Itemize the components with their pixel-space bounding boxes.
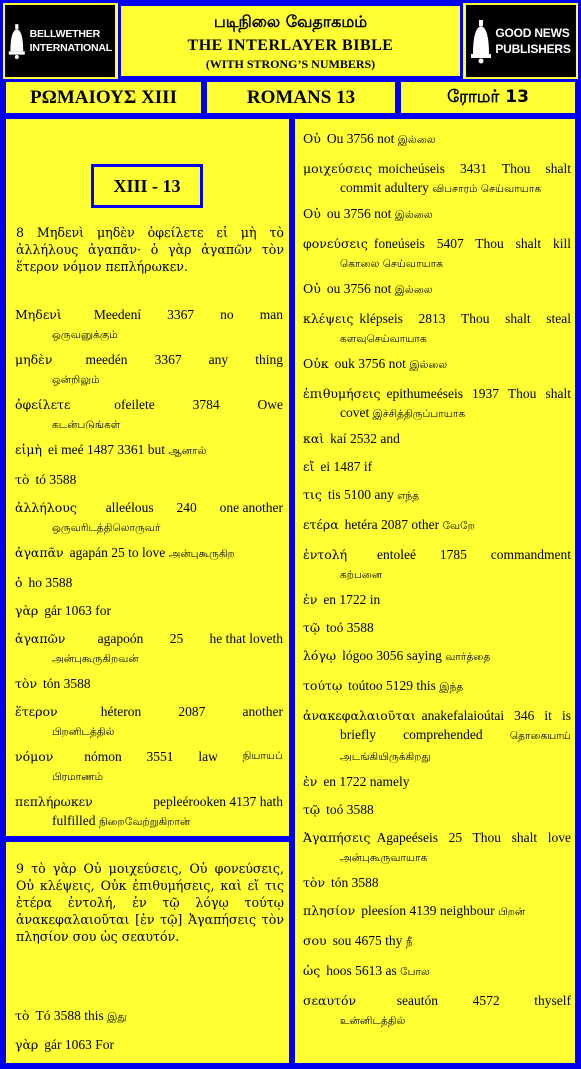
translit-strong-gloss: epithumeéseis 1937 Thou shalt covet xyxy=(340,386,571,420)
word-entry xyxy=(303,485,571,506)
greek-word: τούτῳ xyxy=(303,678,343,693)
tamil-gloss: வார்த்தை xyxy=(445,651,491,663)
translit-strong-gloss: thyself xyxy=(534,993,571,1008)
translit-strong-gloss: hoos 5613 as xyxy=(326,963,397,978)
tamil-gloss: கடன்படுங்கள் xyxy=(52,419,121,431)
translit-strong-gloss: alleélous xyxy=(105,500,154,515)
entry-line xyxy=(15,395,283,414)
greek-word: ἀλλήλους xyxy=(15,500,77,515)
greek-word: καὶ xyxy=(303,431,325,446)
greek-word: μηδὲν xyxy=(15,352,53,367)
entry-line xyxy=(15,350,283,369)
translit-strong-gloss: sou 4675 thy xyxy=(332,933,403,948)
entry-line xyxy=(15,601,283,620)
greek-word: Οὐ xyxy=(303,206,321,221)
translit-strong-gloss: 1785 xyxy=(439,547,467,562)
entry-body xyxy=(303,828,571,868)
translit-strong-gloss: Agapeéseis 25 Thou shalt love xyxy=(376,830,571,845)
translit-strong-gloss: tón 3588 xyxy=(331,875,379,890)
entry-line xyxy=(15,305,283,324)
word-entry xyxy=(15,543,283,564)
tamil-gloss: தொகையாய் அடங்கியிருக்கிறது xyxy=(340,730,572,763)
translit-strong-gloss: kaí 2532 and xyxy=(330,431,400,446)
translit-strong-gloss: meedén xyxy=(85,352,128,367)
right-word-list xyxy=(303,129,571,1036)
translit-strong-gloss: one another xyxy=(219,500,283,515)
translit-strong-gloss: anakefalaioútai 346 it is briefly comprehended xyxy=(340,708,571,742)
word-entry xyxy=(15,573,283,592)
translit-strong-gloss: gár 1063 for xyxy=(44,603,111,618)
entry-line xyxy=(15,498,283,517)
entry-line xyxy=(15,747,283,766)
entry-line xyxy=(303,457,571,476)
greek-word: Μηδενὶ xyxy=(15,307,62,322)
bell-icon xyxy=(471,18,491,64)
book-english-header: ROMANS 13 xyxy=(204,79,398,116)
greek-word: τῷ xyxy=(303,802,321,817)
tamil-gloss: இந்த xyxy=(439,681,464,693)
translit-strong-gloss: he that loveth xyxy=(209,631,283,646)
translit-strong-gloss: no xyxy=(220,307,234,322)
greek-word: πλησίον xyxy=(303,903,356,918)
translit-strong-gloss: toútoo 5129 this xyxy=(348,678,436,693)
word-entry xyxy=(15,395,283,435)
entry-body xyxy=(303,384,571,424)
tamil-gloss: கற்பனை xyxy=(340,569,383,581)
entry-line xyxy=(303,618,571,637)
entry-line xyxy=(15,470,283,489)
translit-strong-gloss: Ou 3756 not xyxy=(326,131,395,146)
translit-strong-gloss: 240 xyxy=(176,500,197,515)
translit-strong-gloss: ei 1487 if xyxy=(320,459,373,474)
translit-strong-gloss: Tó 3588 this xyxy=(35,1008,104,1023)
left-panel-verse-9 xyxy=(3,839,292,1066)
tamil-gloss: இல்லை xyxy=(394,284,433,296)
translit-strong-gloss: klépseis 2813 Thou shalt steal xyxy=(359,311,571,326)
translit-strong-gloss: 25 xyxy=(169,631,184,646)
entry-line xyxy=(303,676,571,697)
translit-strong-gloss: 2087 xyxy=(178,704,206,719)
logo-right-line2: PUBLISHERS xyxy=(495,42,571,56)
translit-strong-gloss: toó 3588 xyxy=(326,802,374,817)
word-entry xyxy=(15,702,283,742)
greek-word: ὁ xyxy=(15,575,23,590)
translit-strong-gloss: seautón xyxy=(396,993,438,1008)
tamil-gloss: இல்லை xyxy=(409,359,448,371)
entry-line xyxy=(303,129,571,150)
translit-strong-gloss: ei meé 1487 3361 but xyxy=(48,442,165,457)
greek-word: Οὐ xyxy=(303,281,321,296)
logo-left-line1: BELLWETHER xyxy=(29,28,100,40)
translit-strong-gloss: foneúseis 5407 Thou shalt kill xyxy=(373,236,571,251)
tamil-gloss: ஒருவரிடத்திலொருவர் xyxy=(52,522,161,534)
word-entry xyxy=(15,470,283,489)
entry-line xyxy=(15,702,283,721)
word-entry xyxy=(303,646,571,667)
translit-strong-gloss: any xyxy=(208,352,229,367)
translit-strong-gloss: 3551 xyxy=(146,749,174,764)
word-entry xyxy=(15,1035,283,1054)
word-entry xyxy=(303,429,571,448)
right-panel-word-list xyxy=(292,116,578,1066)
greek-word: ἐπιθυμήσεις xyxy=(303,386,381,401)
word-entry xyxy=(303,772,571,791)
tamil-gloss: நீ xyxy=(405,936,413,948)
tamil-gloss: கொலை செய்வாயாக xyxy=(340,258,444,270)
tamil-gloss: போல xyxy=(400,966,430,978)
tamil-gloss: ஒருவனுக்கும் xyxy=(52,329,118,341)
logo-left-line2: INTERNATIONAL xyxy=(29,42,112,54)
word-entry xyxy=(303,706,571,767)
word-entry xyxy=(303,618,571,637)
translit-strong-gloss: another xyxy=(242,704,283,719)
translit-strong-gloss: agapán 25 to love xyxy=(69,545,166,560)
greek-word: ἐν xyxy=(303,592,318,607)
entry-line xyxy=(303,800,571,819)
translit-strong-gloss: 3784 xyxy=(192,397,220,412)
translit-strong-gloss: agapoón xyxy=(97,631,144,646)
greek-word: τὸ xyxy=(15,472,30,487)
word-entry xyxy=(303,828,571,868)
greek-word: τὸ xyxy=(15,1008,30,1023)
translit-strong-gloss: 3367 xyxy=(167,307,195,322)
translit-strong-gloss: ou 3756 not xyxy=(326,281,392,296)
entry-line xyxy=(303,429,571,448)
greek-word: ἀγαπῶν xyxy=(15,631,66,646)
translit-strong-gloss: nómon xyxy=(84,749,122,764)
word-entry xyxy=(15,440,283,461)
word-entry xyxy=(303,234,571,274)
left-panel-verse-8 xyxy=(3,116,292,839)
translit-strong-gloss: pepleérooken 4137 hath xyxy=(153,794,283,809)
tamil-gloss: இல்லை xyxy=(394,209,433,221)
entry-line xyxy=(15,573,283,592)
word-entry xyxy=(303,901,571,922)
translit-strong-gloss: man xyxy=(259,307,283,322)
entry-line xyxy=(15,440,283,461)
entry-line xyxy=(303,545,571,564)
entry-body xyxy=(303,234,571,274)
tamil-gloss: வேறே xyxy=(442,520,475,532)
greek-word: ἐντολή xyxy=(303,547,348,562)
word-entry xyxy=(303,457,571,476)
word-entry xyxy=(303,384,571,424)
verse-badge: XIII - 13 xyxy=(91,164,203,208)
entry-line xyxy=(303,204,571,225)
entry-line xyxy=(303,279,571,300)
entry-body xyxy=(303,159,571,199)
greek-word: νόμον xyxy=(15,749,54,764)
translit-strong-gloss: 4572 xyxy=(472,993,500,1008)
left-word-list-b xyxy=(15,1006,283,1062)
translit-strong-gloss: commandment xyxy=(490,547,571,562)
entry-continuation xyxy=(303,564,571,585)
greek-word: ὡς xyxy=(303,963,321,978)
entry-line xyxy=(303,931,571,952)
greek-word: μοιχεύσεις xyxy=(303,161,373,176)
translit-strong-gloss: moicheúseis 3431 Thou shalt commit adultery xyxy=(340,161,571,195)
tamil-gloss: ஆனால் xyxy=(168,445,207,457)
word-entry xyxy=(15,350,283,390)
greek-word: ετέρα xyxy=(303,517,339,532)
entry-line xyxy=(303,485,571,506)
tamil-gloss: அன்புகூருகிறவன் xyxy=(52,653,139,665)
tamil-gloss: அன்புகூருகிற xyxy=(168,548,235,560)
word-entry xyxy=(303,204,571,225)
translit-strong-gloss: ou 3756 not xyxy=(326,206,392,221)
translit-strong-gloss: tó 3588 xyxy=(35,472,77,487)
title-main: THE INTERLAYER BIBLE xyxy=(187,37,394,54)
tamil-gloss: ஒன்றிலும் xyxy=(52,374,100,386)
entry-line xyxy=(15,674,283,693)
tamil-gloss: எந்த xyxy=(397,490,420,502)
translit-strong-gloss: Meedení xyxy=(93,307,142,322)
greek-word: ἀνακεφαλαιοῦται xyxy=(303,708,416,723)
verse-8-greek-text: 8 Μηδενὶ μηδὲν ὀφείλετε εἰ μὴ τὸ ἀλλήλους ἀγαπᾶν· ὁ γὰρ ἀγαπῶν τὸν ἕτερον νόμον πεπλήρωκεν. xyxy=(16,225,284,274)
word-entry xyxy=(15,1006,283,1027)
greek-word: σεαυτόν xyxy=(303,993,357,1008)
translit-strong-gloss: tis 5100 any xyxy=(327,487,394,502)
word-entry xyxy=(303,590,571,609)
entry-line xyxy=(15,792,283,811)
tamil-gloss: அன்புகூருவாயாக xyxy=(340,852,428,864)
translit-strong-gloss: héteron xyxy=(100,704,142,719)
tamil-gloss: விபசாரம் செய்வாயாக xyxy=(432,183,542,195)
translit-strong-gloss: ouk 3756 not xyxy=(334,356,406,371)
tamil-gloss: பிறனிடத்தில் xyxy=(52,726,115,738)
entry-continuation xyxy=(15,811,283,832)
greek-word: ἀγαπᾶν xyxy=(15,545,64,560)
greek-word: πεπλήρωκεν xyxy=(15,794,93,809)
greek-word: εἰμὴ xyxy=(15,442,42,457)
tamil-gloss: பிறன் xyxy=(498,906,526,918)
tamil-gloss: பிரமாணம் xyxy=(52,771,104,783)
word-entry xyxy=(303,309,571,349)
tamil-gloss: இல்லை xyxy=(397,134,436,146)
good-news-logo xyxy=(466,5,576,77)
tamil-gloss: இது xyxy=(107,1011,127,1023)
logo-right-line1: GOOD NEWS xyxy=(495,26,570,40)
greek-word: ὀφείλετε xyxy=(15,397,71,412)
entry-line xyxy=(15,1035,283,1054)
greek-word: φονεύσεις xyxy=(303,236,368,251)
word-entry xyxy=(15,747,283,787)
entry-line xyxy=(303,991,571,1010)
translit-strong-gloss: pleesíon 4139 neighbour xyxy=(361,903,495,918)
greek-word: εἴ xyxy=(303,459,315,474)
translit-strong-gloss: law xyxy=(198,749,218,764)
tamil-gloss: களவுசெய்வாயாக xyxy=(340,333,427,345)
tamil-gloss: இச்சித்திருப்பாயாக xyxy=(372,408,466,420)
entry-line xyxy=(15,1006,283,1027)
translit-strong-gloss: lógoo 3056 saying xyxy=(342,648,442,663)
word-entry xyxy=(303,991,571,1031)
bellwether-logo xyxy=(5,5,115,77)
greek-word: Οὐκ xyxy=(303,356,329,371)
greek-word: Οὐ xyxy=(303,131,321,146)
translit-strong-gloss: Owe xyxy=(257,397,283,412)
word-entry xyxy=(15,601,283,620)
entry-continuation xyxy=(15,721,283,742)
entry-line xyxy=(303,515,571,536)
book-tamil-header: ரோமர் 13 xyxy=(398,79,578,116)
greek-word: γὰρ xyxy=(15,603,39,618)
tamil-gloss: நிறைவேற்றுகிறான் xyxy=(98,816,191,828)
entry-continuation xyxy=(15,766,283,787)
entry-line xyxy=(303,590,571,609)
translit-strong-gloss: toó 3588 xyxy=(326,620,374,635)
translit-strong-gloss: hetéra 2087 other xyxy=(344,517,440,532)
gloss-continued: fulfilled xyxy=(52,813,96,828)
word-entry xyxy=(303,676,571,697)
word-entry xyxy=(303,961,571,982)
entry-continuation xyxy=(15,369,283,390)
entry-continuation xyxy=(15,517,283,538)
word-entry xyxy=(303,159,571,199)
word-entry xyxy=(15,674,283,693)
greek-word: σου xyxy=(303,933,327,948)
word-entry xyxy=(15,305,283,345)
entry-continuation xyxy=(15,648,283,669)
word-entry xyxy=(303,515,571,536)
word-entry xyxy=(303,800,571,819)
title-sub: (WITH STRONG’S NUMBERS) xyxy=(205,57,376,71)
word-entry xyxy=(303,279,571,300)
entry-line xyxy=(303,646,571,667)
greek-word: λόγῳ xyxy=(303,648,337,663)
translit-strong-gloss: gár 1063 For xyxy=(44,1037,115,1052)
word-entry xyxy=(303,354,571,375)
translit-strong-gloss: en 1722 in xyxy=(323,592,381,607)
entry-line xyxy=(15,543,283,564)
translit-strong-gloss: ho 3588 xyxy=(28,575,73,590)
entry-line xyxy=(15,629,283,648)
entry-continuation xyxy=(15,414,283,435)
word-entry xyxy=(15,629,283,669)
entry-body xyxy=(303,706,571,767)
verse-9-greek-text: 9 τὸ γὰρ Οὐ μοιχεύσεις, Οὐ φονεύσεις, Οὐ κλέψεις, Οὐκ ἐπιθυμήσεις, καὶ εἴ τις ἑτέρα ἐντολή, ἐν τῷ λόγῳ τούτῳ ἀνακεφαλαιοῦται [ἐν τῷ] Ἀγαπήσεις τὸν πλησίον σου ὡς σεαυτόν. xyxy=(16,861,284,944)
translit-strong-gloss: tón 3588 xyxy=(43,676,91,691)
word-entry xyxy=(303,931,571,952)
greek-word: γὰρ xyxy=(15,1037,39,1052)
greek-word: τῷ xyxy=(303,620,321,635)
greek-word: τὸν xyxy=(15,676,38,691)
entry-continuation xyxy=(303,1010,571,1031)
greek-word: τις xyxy=(303,487,322,502)
translit-strong-gloss: 3367 xyxy=(154,352,182,367)
bell-icon xyxy=(8,18,26,64)
tamil-gloss: உன்னிடத்தில் xyxy=(340,1015,406,1027)
greek-word: ἐν xyxy=(303,774,318,789)
entry-body xyxy=(303,309,571,349)
title-tamil: படிநிலை வேதாகமம் xyxy=(213,12,368,31)
entry-line xyxy=(303,772,571,791)
entry-line xyxy=(303,961,571,982)
book-greek-header: ΡΩΜΑΙΟΥΣ XIII xyxy=(3,79,204,116)
word-entry xyxy=(303,545,571,585)
entry-line xyxy=(303,901,571,922)
entry-line xyxy=(303,354,571,375)
entry-line xyxy=(303,873,571,892)
word-entry xyxy=(303,873,571,892)
greek-word: Ἀγαπήσεις xyxy=(303,830,371,845)
word-entry xyxy=(15,792,283,832)
left-word-list xyxy=(15,305,283,837)
translit-strong-gloss: entoleé xyxy=(377,547,417,562)
word-entry xyxy=(303,129,571,150)
title-block xyxy=(118,3,463,79)
word-entry xyxy=(15,498,283,538)
greek-word: κλέψεις xyxy=(303,311,354,326)
greek-word: τὸν xyxy=(303,875,326,890)
entry-continuation xyxy=(15,324,283,345)
translit-strong-gloss: thing xyxy=(255,352,283,367)
translit-strong-gloss: en 1722 namely xyxy=(323,774,410,789)
translit-strong-gloss: ofeilete xyxy=(114,397,155,412)
tamil-gloss: நியாயப் xyxy=(242,750,283,762)
greek-word: ἕτερον xyxy=(15,704,58,719)
